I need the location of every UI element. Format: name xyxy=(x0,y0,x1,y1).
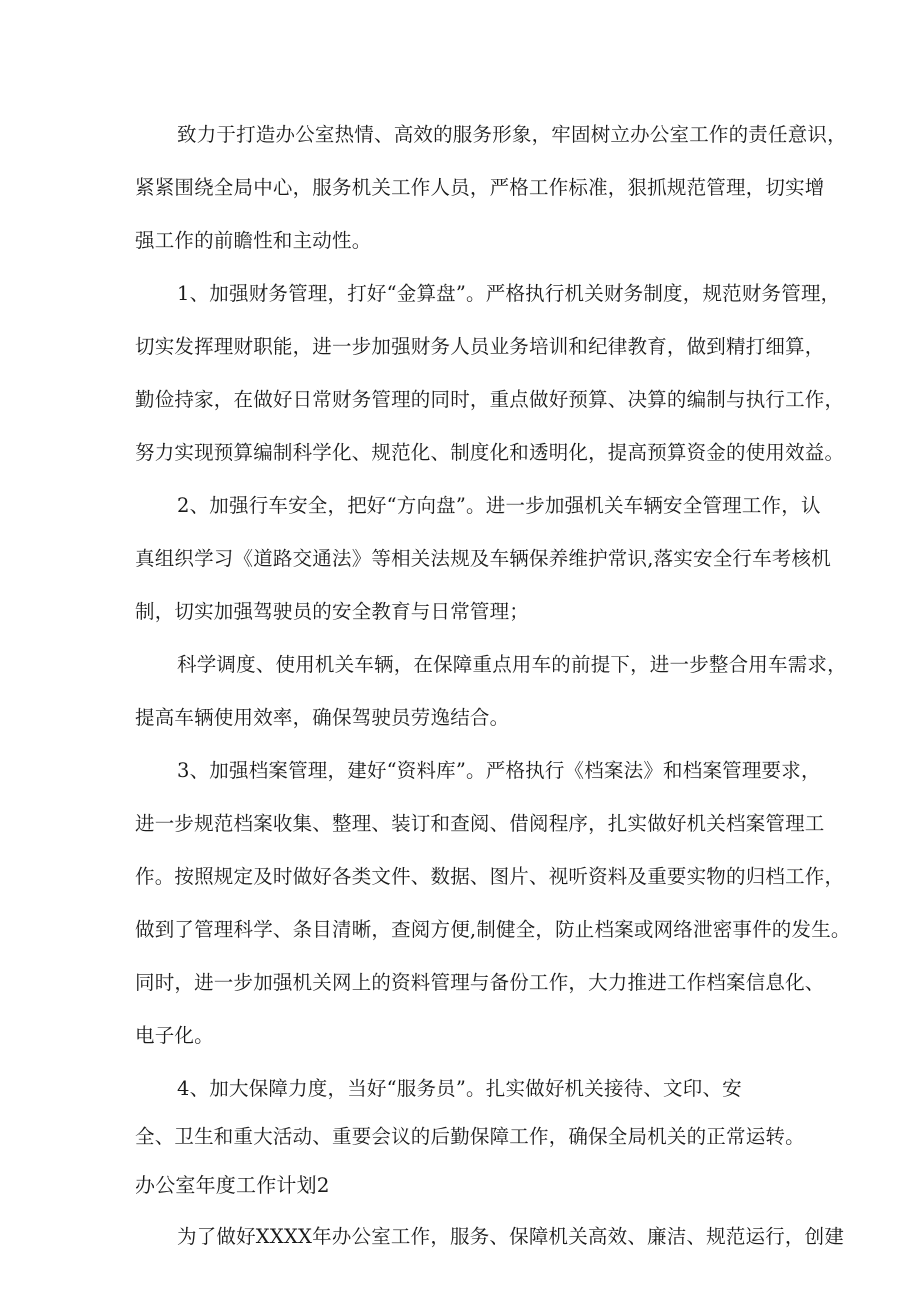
paragraph-line: 科学调度、使用机关车辆，在保障重点用车的前提下，进一步整合用车需求， xyxy=(177,653,847,676)
paragraph-line: 真组织学习《道路交通法》等相关法规及车辆保养维护常识,落实安全行车考核机 xyxy=(135,547,831,570)
paragraph-line: 勤俭持家，在做好日常财务管理的同时，重点做好预算、决算的编制与执行工作， xyxy=(135,388,845,411)
paragraph-line: 1、加强财务管理，打好“金算盘”。严格执行机关财务制度，规范财务管理， xyxy=(177,282,841,305)
paragraph-line: 4、加大保障力度，当好“服务员”。扎实做好机关接待、文印、安 xyxy=(177,1077,742,1100)
paragraph-line: 提高车辆使用效率，确保驾驶员劳逸结合。 xyxy=(135,706,510,729)
paragraph-line: 强工作的前瞻性和主动性。 xyxy=(135,229,372,252)
paragraph-line: 致力于打造办公室热情、高效的服务形象，牢固树立办公室工作的责任意识， xyxy=(177,123,847,146)
paragraph-line: 2、加强行车安全，把好“方向盘”。进一步加强机关车辆安全管理工作，认 xyxy=(177,494,821,517)
paragraph-line: 切实发挥理财职能，进一步加强财务人员业务培训和纪律教育，做到精打细算， xyxy=(135,335,825,358)
paragraph-line: 做到了管理科学、条目清晰，查阅方便,制健全，防止档案或网络泄密事件的发生。 xyxy=(135,918,851,941)
paragraph-line: 制，切实加强驾驶员的安全教育与日常管理； xyxy=(135,600,530,623)
paragraph-line: 努力实现预算编制科学化、规范化、制度化和透明化，提高预算资金的使用效益。 xyxy=(135,441,845,464)
paragraph-line: 同时，进一步加强机关网上的资料管理与备份工作，大力推进工作档案信息化、 xyxy=(135,971,825,994)
paragraph-line: 3、加强档案管理，建好“资料库”。严格执行《档案法》和档案管理要求， xyxy=(177,759,821,782)
paragraph-line: 作。按照规定及时做好各类文件、数据、图片、视听资料及重要实物的归档工作， xyxy=(135,865,845,888)
paragraph-line: 进一步规范档案收集、整理、装订和查阅、借阅程序，扎实做好机关档案管理工 xyxy=(135,812,825,835)
paragraph-line: 为了做好XXXX年办公室工作，服务、保障机关高效、廉洁、规范运行，创建 xyxy=(177,1225,845,1248)
paragraph-line: 全、卫生和重大活动、重要会议的后勤保障工作，确保全局机关的正常运转。 xyxy=(135,1125,805,1148)
paragraph-line: 电子化。 xyxy=(135,1024,214,1047)
section-heading: 办公室年度工作计划2 xyxy=(135,1173,330,1197)
paragraph-line: 紧紧围绕全局中心，服务机关工作人员，严格工作标准，狠抓规范管理，切实增 xyxy=(135,176,825,199)
